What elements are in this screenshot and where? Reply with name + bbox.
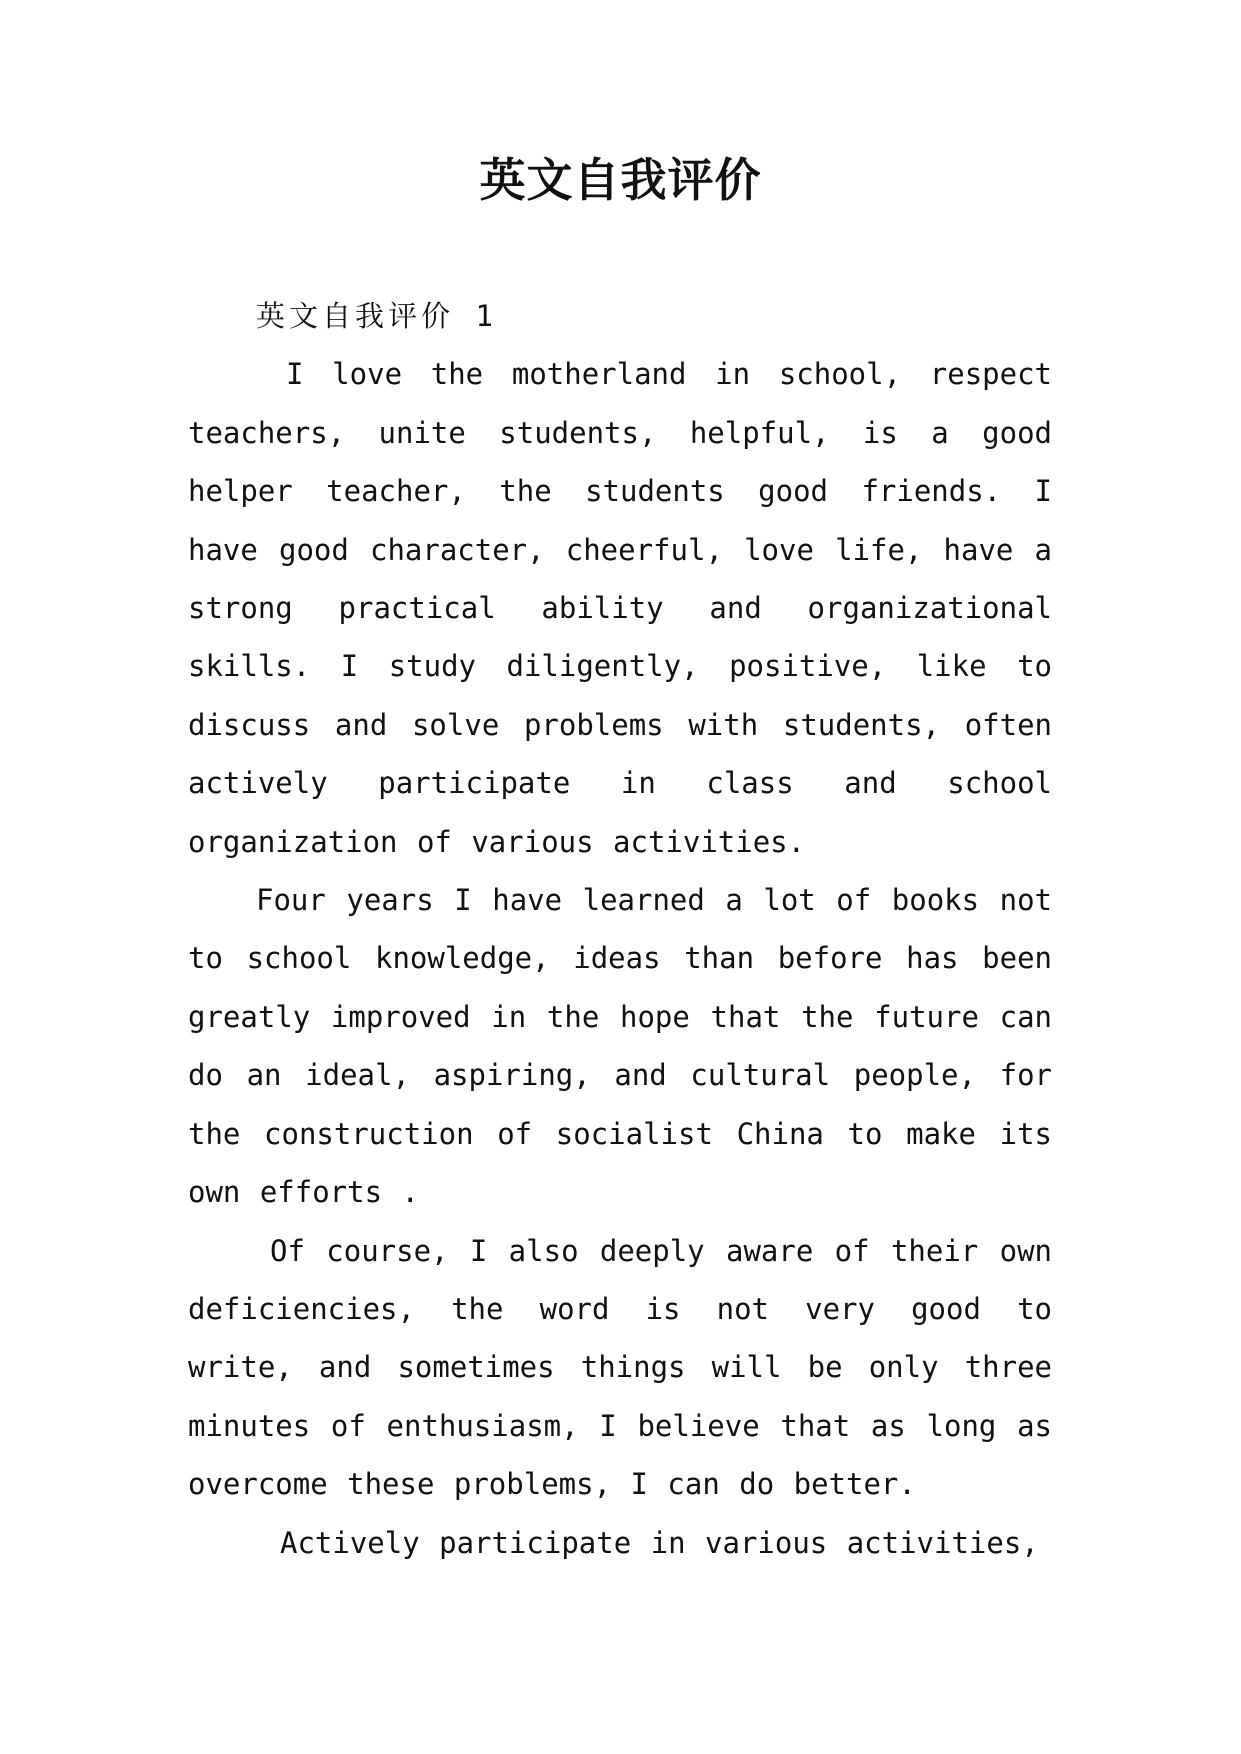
- document-title: 英文自我评价: [479, 153, 762, 207]
- section-heading: 英文自我评价 1: [256, 299, 497, 333]
- document-body: [188, 287, 1052, 1572]
- paragraph-1: I love the motherland in school, respect teachers, unite students, helpful, is a good helper teacher, the students good friends. I have good character, cheerful, love life, have a strong practical ability and organizational skills. I study diligently, positive, like to discuss and solve problems with students, often actively participate in class and school organization of various activities.: [188, 357, 1052, 859]
- paragraph-2: Four years I have learned a lot of books not to school knowledge, ideas than before has been greatly improved in the hope that the future can do an ideal, aspiring, and cultural people, for the construction of socialist China to make its own efforts .: [188, 883, 1052, 1210]
- paragraph-3: Of course, I also deeply aware of their own deficiencies, the word is not very good to write, and sometimes things will be only three minutes of enthusiasm, I believe that as long as overcome these problems, I can do better.: [188, 1233, 1052, 1502]
- paragraph-4: Actively participate in various activities,: [280, 1525, 1039, 1560]
